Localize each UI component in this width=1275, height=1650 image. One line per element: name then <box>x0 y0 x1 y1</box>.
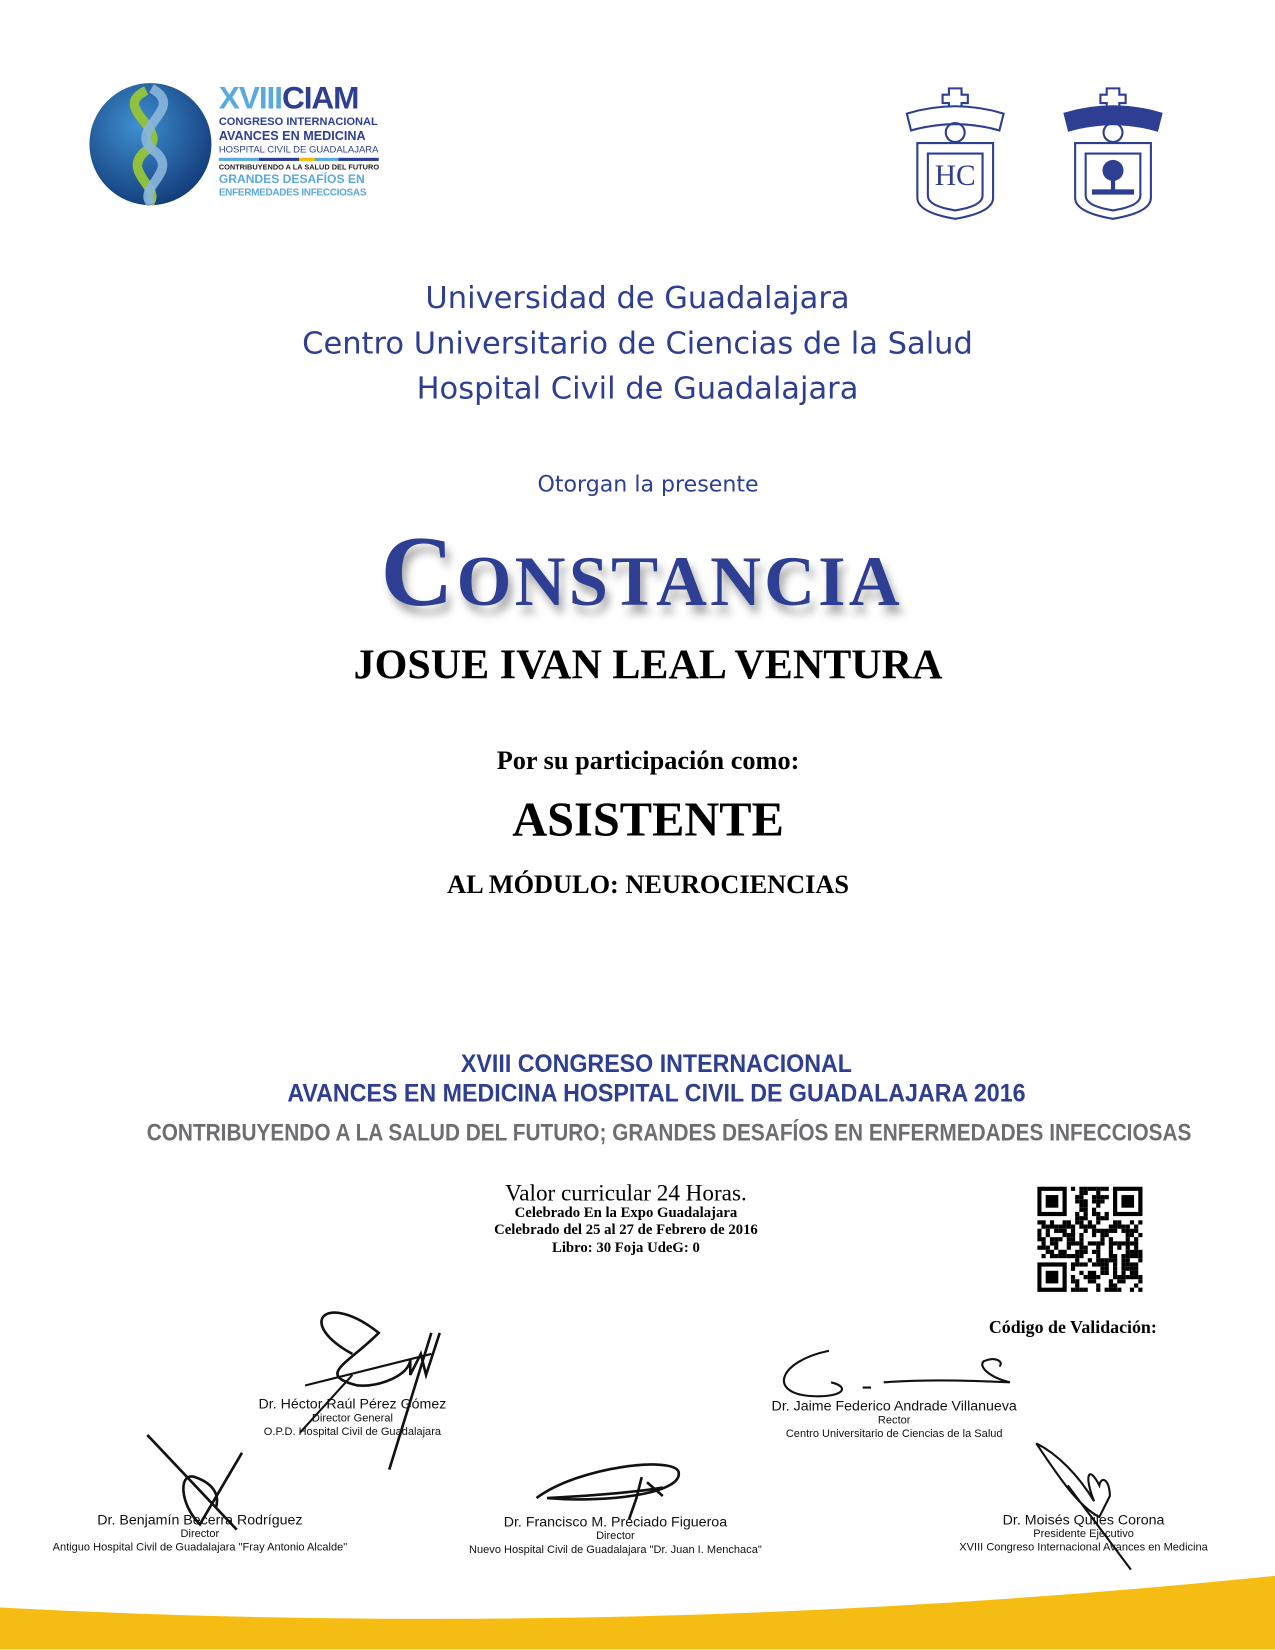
congress-line2: AVANCES EN MEDICINA HOSPITAL CIVIL DE GUADALAJARA 2016 <box>287 1079 1026 1108</box>
signatory-org: Centro Universitario de Ciencias de la Salud <box>785 1427 1003 1441</box>
ciam-logo <box>88 82 393 208</box>
udg-seal-icon <box>1060 84 1165 223</box>
udg-seal <box>1060 84 1165 223</box>
institutions <box>0 276 1275 412</box>
logo-line2: AVANCES EN MEDICINA <box>218 128 366 144</box>
book-folio: Libro: 30 Foja UdeG: 0 <box>552 1240 700 1257</box>
signatory-role: Presidente Ejecutivo <box>1033 1527 1134 1541</box>
certificate-title: Constancia <box>380 514 903 627</box>
logo-line4: CONTRIBUYENDO A LA SALUD DEL FUTURO <box>218 164 380 172</box>
module-name: AL MÓDULO: NEUROCIENCIAS <box>447 871 849 900</box>
signature-1 <box>252 1312 441 1459</box>
signatory-org: Nuevo Hospital Civil de Guadalajara "Dr. Juan I. Menchaca" <box>469 1543 762 1556</box>
logo-line6: ENFERMEDADES INFECCIOSAS <box>218 187 367 199</box>
signatory-role: Director General <box>311 1411 393 1425</box>
signature-3 <box>137 1430 274 1546</box>
logo-acronym: CIAM <box>281 81 359 116</box>
signatory-name: Dr. Jaime Federico Andrade Villanueva <box>771 1398 1017 1414</box>
recipient-name: JOSUE IVAN LEAL VENTURA <box>353 640 943 689</box>
congress-line1: XVIII CONGRESO INTERNACIONAL <box>460 1049 852 1079</box>
signatory-4 <box>442 1514 789 1557</box>
logo-line3: HOSPITAL CIVIL DE GUADALAJARA <box>218 144 379 155</box>
congress-motto: CONTRIBUYENDO A LA SALUD DEL FUTURO; GRANDES DESAFÍOS EN ENFERMEDADES INFECCIOSAS <box>146 1118 1192 1146</box>
logo-edition: XVIII <box>218 81 282 116</box>
signature-2 <box>768 1346 1031 1409</box>
qr-code[interactable] <box>1037 1187 1144 1294</box>
details <box>416 1180 837 1258</box>
institution-udg: Universidad de Guadalajara <box>425 279 850 316</box>
signatory-org: Antiguo Hospital Civil de Guadalajara "Fray Antonio Alcalde" <box>52 1541 348 1554</box>
hospital-civil-seal <box>903 84 1008 223</box>
event-dates: Celebrado del 25 al 27 de Febrero de 2016 <box>494 1222 758 1239</box>
signatory-name: Dr. Benjamín Becerra Rodríguez <box>97 1511 303 1528</box>
congress-title <box>70 1050 1243 1109</box>
signatory-role: Rector <box>877 1413 911 1427</box>
signatory-role: Director <box>596 1529 635 1543</box>
signatory-name: Dr. Francisco M. Preciado Figueroa <box>503 1513 728 1530</box>
hospital-seal-icon <box>903 84 1008 223</box>
institution-hcg: Hospital Civil de Guadalajara <box>416 370 859 407</box>
helix-globe-icon <box>88 82 212 206</box>
signatory-role: Director <box>180 1527 220 1541</box>
venue: Celebrado En la Expo Guadalajara <box>514 1205 738 1222</box>
participation-role: ASISTENTE <box>512 792 784 846</box>
validation-label: Código de Validación: <box>988 1317 1157 1338</box>
signatory-3 <box>21 1512 379 1555</box>
signatory-2 <box>736 1398 1052 1441</box>
curricular-value: Valor curricular 24 Horas. <box>505 1179 747 1206</box>
logo-line1: CONGRESO INTERNACIONAL <box>218 115 378 129</box>
signatory-name: Dr. Héctor Raúl Pérez Gómez <box>258 1396 447 1412</box>
participation-label: Por su participación como: <box>496 746 800 776</box>
signature-4 <box>526 1456 705 1530</box>
grant-text: Otorgan la presente <box>537 471 759 497</box>
signature-5 <box>1036 1443 1141 1575</box>
footer-band <box>0 1567 1275 1649</box>
signatory-5 <box>942 1512 1226 1555</box>
signatory-org: O.P.D. Hospital Civil de Guadalajara <box>263 1425 442 1439</box>
hc-monogram: HC <box>934 160 976 193</box>
logo-line5: GRANDES DESAFÍOS EN <box>218 173 365 187</box>
signatory-name: Dr. Moisés Quiles Corona <box>1002 1511 1165 1528</box>
institution-cucs: Centro Universitario de Ciencias de la Salud <box>302 325 973 361</box>
signatory-org: XVIII Congreso Internacional Avances en Medicina <box>959 1541 1208 1554</box>
